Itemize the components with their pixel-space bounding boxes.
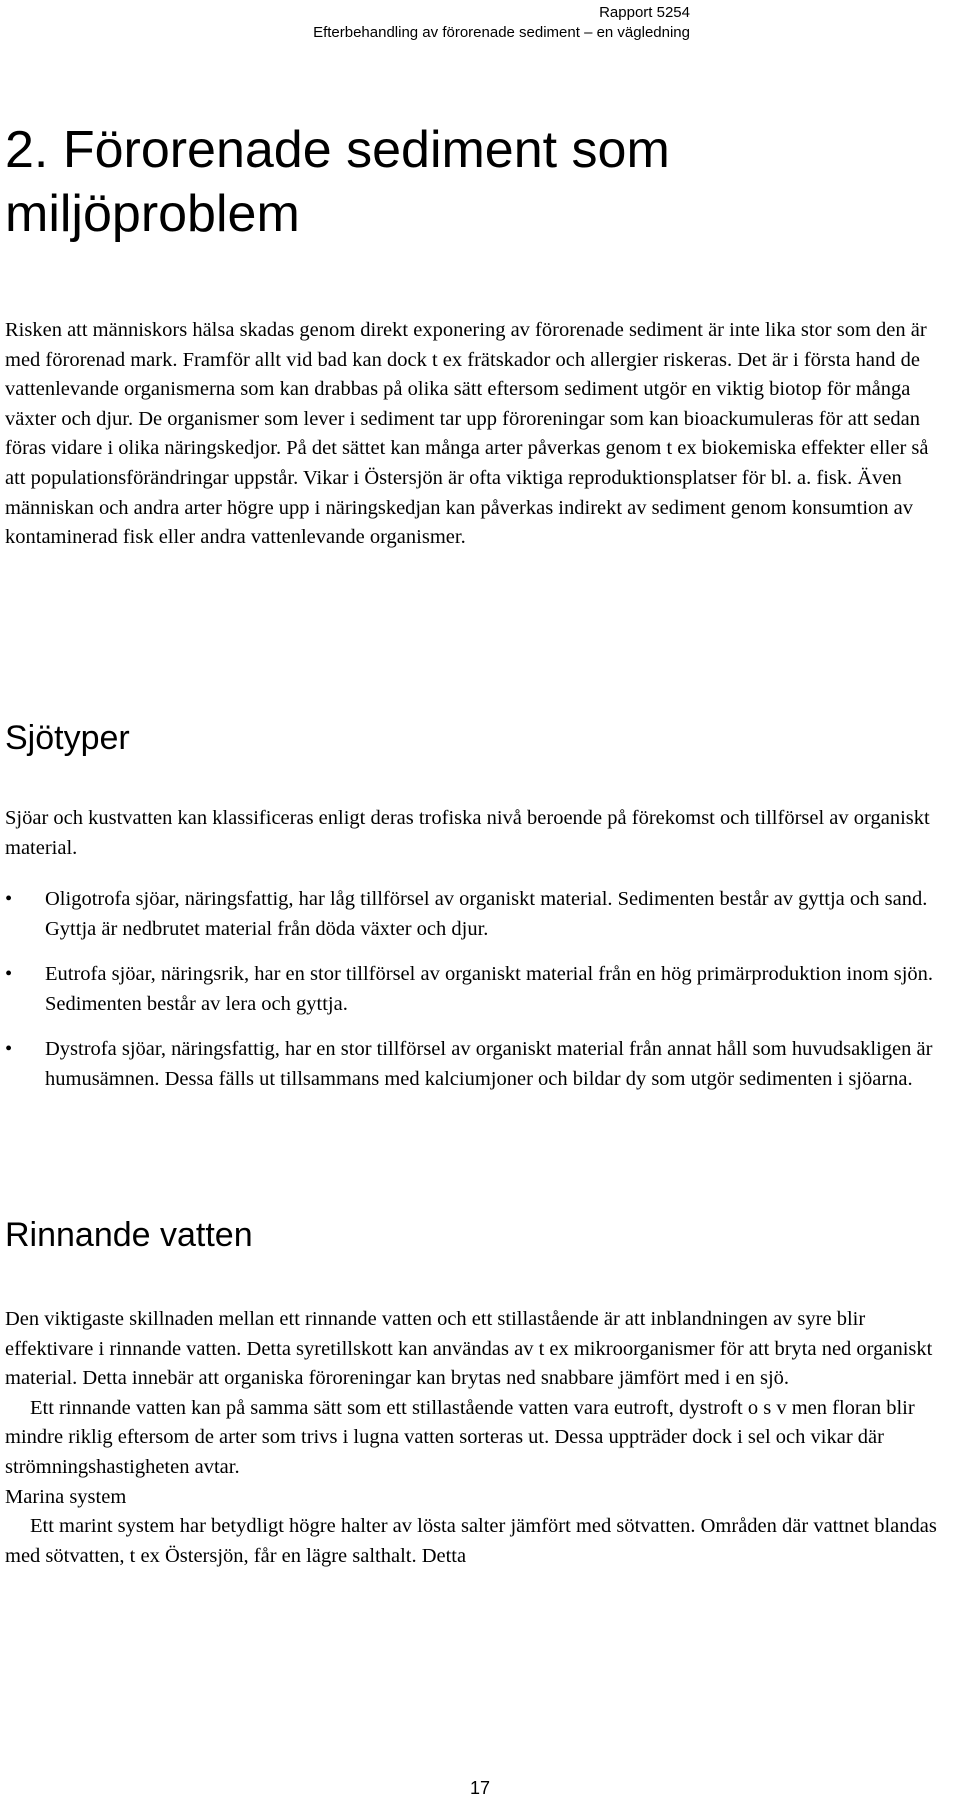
list-item-text: Dystrofa sjöar, näringsfattig, har en stor tillförsel av organiskt material från annat håll som huvudsakligen är humusämnen. Dessa fälls ut tillsammans med kalciumjoner och bildar dy som utgör sedimenten i sjöarna.: [45, 1038, 933, 1090]
chapter-title: 2. Förorenade sediment som miljöproblem: [5, 121, 670, 243]
list-item-text: Eutrofa sjöar, näringsrik, har en stor tillförsel av organiskt material från en hög primärproduktion inom sjön. Sedimenten består av lera och gyttja.: [45, 963, 934, 1015]
marina-system-label: Marina system: [5, 1485, 127, 1508]
report-number: Rapport 5254: [599, 4, 690, 21]
rinnande-paragraph-2: Ett rinnande vatten kan på samma sätt som ett stillastående vatten vara eutroft, dystroft o s v men floran blir mindre riklig eftersom de arter som trivs i lugna vatten sorteras ut. Dessa uppträder dock i sel och vikar där strömningshastigheten avtar.: [5, 1396, 915, 1478]
list-item: [5, 1035, 950, 1094]
rinnande-paragraph-1: Den viktigaste skillnaden mellan ett rinnande vatten och ett stillastående är att inblandningen av syre blir effektivare i rinnande vatten. Detta syretillskott kan användas av t ex mikroorganismer för att bryta ned organiskt material. Detta innebär att organiska föroreningar kan brytas ned snabbare jämfört med i en sjö.: [5, 1308, 933, 1390]
page-number: 17: [469, 1778, 491, 1798]
rinnande-vatten-section: [5, 1305, 950, 1571]
intro-paragraph: Risken att människors hälsa skadas genom direkt exponering av förorenade sediment är inte lika stor som den är med förorenad mark. Framför allt vid bad kan dock t ex frätskador och allergier riskeras. Det är i första hand de vattenlevande organismerna som kan drabbas på olika sätt eftersom sediment utgör en viktig biotop för många växter och djur. De organismer som lever i sediment tar upp föroreningar som kan bioackumuleras för att sedan föras vidare i olika näringskedjor. På det sättet kan många arter påverkas genom t ex biokemiska effekter eller så att populationsförändringar uppstår. Vikar i Östersjön är ofta viktiga reproduktionsplatser för bl. a. fisk. Även människan och andra arter högre upp i näringskedjan kan påverkas indirekt av sediment genom konsumtion av kontaminerad fisk eller andra vattenlevande organismer.: [5, 319, 929, 549]
report-subtitle: Efterbehandling av förorenade sediment – en vägledning: [313, 24, 690, 41]
bullet-icon: •: [5, 888, 13, 910]
bullet-icon: •: [5, 963, 13, 986]
list-item: [5, 885, 950, 944]
bullet-icon: •: [5, 1038, 13, 1061]
list-item: [5, 960, 950, 1019]
section-heading-rinnande-vatten: Rinnande vatten: [5, 1216, 253, 1254]
list-item-text: Oligotrofa sjöar, näringsfattig, har låg tillförsel av organiskt material. Sedimenten består av gyttja och sand. Gyttja är nedbrutet material från döda växter och djur.: [45, 888, 928, 940]
section-heading-sjotyper: Sjötyper: [5, 719, 130, 757]
sjotyper-bullet-list: [5, 885, 950, 1111]
sjotyper-paragraph: Sjöar och kustvatten kan klassificeras enligt deras trofiska nivå beroende på förekomst och tillförsel av organiskt material.: [5, 807, 930, 859]
page-header: [270, 3, 690, 43]
marina-paragraph: Ett marint system har betydligt högre halter av lösta salter jämfört med sötvatten. Områden där vattnet blandas med sötvatten, t ex Östersjön, får en lägre salthalt. Detta: [5, 1515, 937, 1567]
